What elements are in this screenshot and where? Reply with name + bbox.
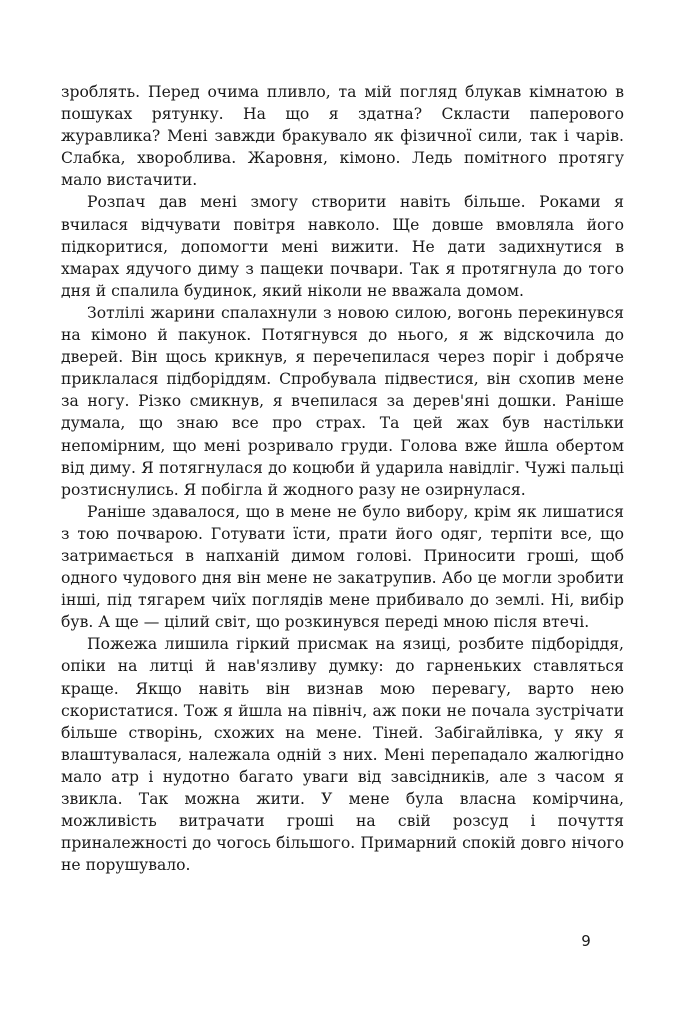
paragraph-2: Розпач дав мені змогу створити навіть більше. Роками я вчилася відчувати повітря навколо. Ще довше вмовляла його підкоритися, допомогти мені вижити. Не дати задихнутися в хмарах ядучого диму з пащеки почвари. Так я протягнула до того дня й спалила будинок, який ніколи не вважала домом.: [61, 193, 624, 300]
paragraph-4: Раніше здавалося, що в мене не було вибору, крім як лишатися з тою почварою. Готувати їсти, прати його одяг, терпіти все, що затримається в напханій димом голові. Приносити гроші, щоб одного чудового дня він мене не закатрупив. Або це могли зробити інші, під тягарем чиїх поглядів мене прибивало до землі. Ні, вибір був. А ще — цілий світ, що розкинувся переді мною після втечі.: [61, 502, 624, 632]
page-number: 9: [581, 932, 591, 950]
paragraph-3: Зотлілі жарини спалахнули з новою силою, вогонь перекинувся на кімоно й пакунок. Потягнувся до нього, я ж відскочила до дверей. Він щось крикнув, я перечепилася через поріг і добряче приклалася підборіддям. Спробувала підвестися, він схопив мене за ногу. Різко смикнув, я вчепилася за дерев'яні дошки. Раніше думала, що знаю все про страх. Та цей жах був настільки непомірним, що мені розривало груди. Голова вже йшла обертом від диму. Я потягнулася до коцюби й ударила навідліг. Чужі пальці розтиснулись. Я побігла й жодного разу не озирнулася.: [61, 303, 624, 499]
paragraph-5: Пожежа лишила гіркий присмак на язиці, розбите підборіддя, опіки на литці й нав'язливу думку: до гарненьких ставляться краще. Якщо навіть він визнав мою перевагу, варто нею скористатися. Тож я йшла на північ, аж поки не почала зустрічати більше створінь, схожих на мене. Тіней. Забігайлівка, у яку я влаштувалася, належала одній з них. Мені перепадало жалюгідно мало атр і нудотно багато уваги від завсідників, але з часом я звикла. Так можна жити. У мене була власна комірчина, можливість витрачати гроші на свій розсуд і почуття приналежності до чогось більшого. Примарний спокій довго нічого не порушувало.: [61, 635, 624, 875]
body-text: [61, 81, 624, 876]
paragraph-1: зроблять. Перед очима пливло, та мій погляд блукав кімнатою в пошуках рятунку. На що я здатна? Скласти паперового журавлика? Мені завжди бракувало як фізичної сили, так і чарів. Слабка, хвороблива. Жаровня, кімоно. Ледь помітного протягу мало вистачити.: [61, 83, 624, 190]
